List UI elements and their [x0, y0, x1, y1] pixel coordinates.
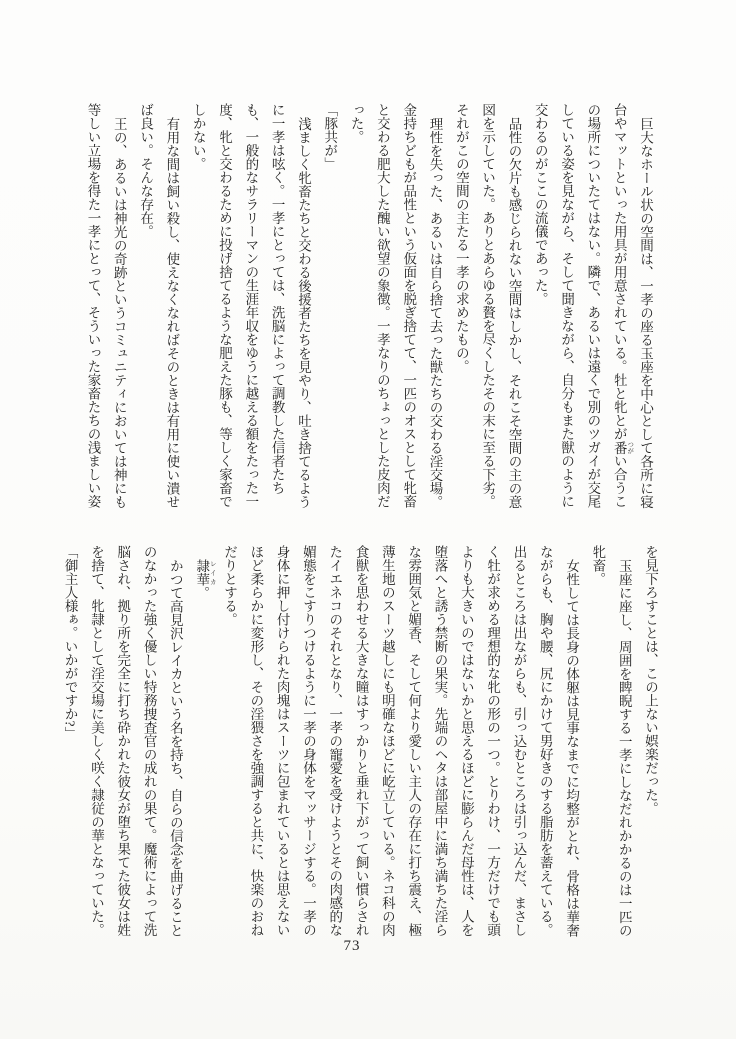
paragraph: 浅ましく牝畜たちと交わる後援者たちを見やり、吐き捨てるように一孝は呟く。一孝にとっては、洗脳によって調教した信者たちも、一般的なサラリーマンの生涯年収をゆうに越える額をたった一度、牝と交わるために投げ捨てるような肥えた豚も、等しく家畜でしかない。	[190, 103, 311, 508]
page-number: 73	[343, 938, 361, 954]
paragraph: 玉座に座し、周囲を睥睨する一孝にしなだれかかるのは一匹の牝畜。	[590, 545, 632, 937]
paragraph: 隷華 レイカ。	[194, 558, 216, 599]
paragraph: 巨大なホール状の空間は、一孝の座る玉座を中心として各所に寝台やマットといった用具が用意されている。牡と牝とが番 つがい合うこの場所についたてはない。隣で、あるいは遠くで別のツガイが交尾している姿を見ながら、そして聞きながら、自分もまた獣のように交わるのがここの流儀であった。	[532, 103, 653, 508]
ruby-annotated-word: 隷華 レイカ	[194, 558, 216, 586]
paragraph: 有用な間は飼い殺し、使えなくなればそのときは有用に使い潰せば良い。そんな存在。	[138, 103, 180, 508]
text-block-lower	[62, 545, 663, 941]
paragraph: 品性の欠片も感じられない空間はしかし、それこそ空間の主の意図を示していた。ありとあらゆる贅を尽くしたその末に至る下劣。それがこの空間の主たる一孝の求めたもの。	[453, 103, 522, 508]
paragraph: 「御主人様ぁ。いかがですか?」	[62, 545, 78, 740]
paragraph: 理性を失った、あるいは自ら捨て去った獣たちの交わる淫交場。金持ちどもが品性という仮面を脱ぎ捨てて、一匹のオスとして牝畜と交わる肥大した醜い欲望の象徴。一孝なりのちょっとした皮肉だった。	[348, 103, 443, 508]
paragraph: 「豚共が」	[322, 103, 338, 171]
paragraph: 女性しては長身の体躯は見事なまでに均整がとれ、骨格は華奢ながらも、胸や腰、尻にかけて男好きのする脂肪を蓄えている。出るところは出ながらも、引っ込むところは引っ込んだ、まさしく牡が求める理想的な牝の形の一つ。とりわけ、一方だけでも頭よりも大きいのではないかと思えるほどに膨らんだ母性は、人を堕落へと誘う禁断の果実。先端のヘタは部屋中に満ち満ちた淫らな雰囲気と媚香、そして何より愛しい主人の存在に打ち震え、極薄生地のスーツ越しにも明確なほどに屹立している。ネコ科の肉食獣を思わせる大きな瞳はすっかりと垂れ下がって飼い慣らされたイエネコのそれとなり、一孝の寵愛を受けようとその肉感的な媚態をこすりつけるように一孝の身体をマッサージする。一孝の身体に押し付けられた肉塊はスーツに包まれているとは思えないほど柔らかに変形し、その淫猥さを強調すると共に、快楽のおねだりとする。	[222, 545, 580, 937]
text-block-upper	[66, 103, 658, 515]
paragraph: を見下ろすことは、この上ない娯楽だった。	[643, 545, 658, 815]
ruby-annotated-word: 番 つが	[611, 440, 634, 454]
paragraph: 王の、あるいは神光の奇跡というコミュニティにおいては神にも等しい立場を得た一孝にとって、そういった家畜たちの浅ましい姿	[85, 103, 127, 508]
paragraph: かつて高見沢レイカという名を持ち、自らの信念を曲げることのなかった強く優しい特務捜査官の成れの果て。魔術によって洗脳され、拠り所を完全に打ち砕かれた彼女が堕ち果てた彼女は姓を捨て、牝隷として淫交場に美しく咲く隷従の華となっていた。	[88, 545, 183, 937]
